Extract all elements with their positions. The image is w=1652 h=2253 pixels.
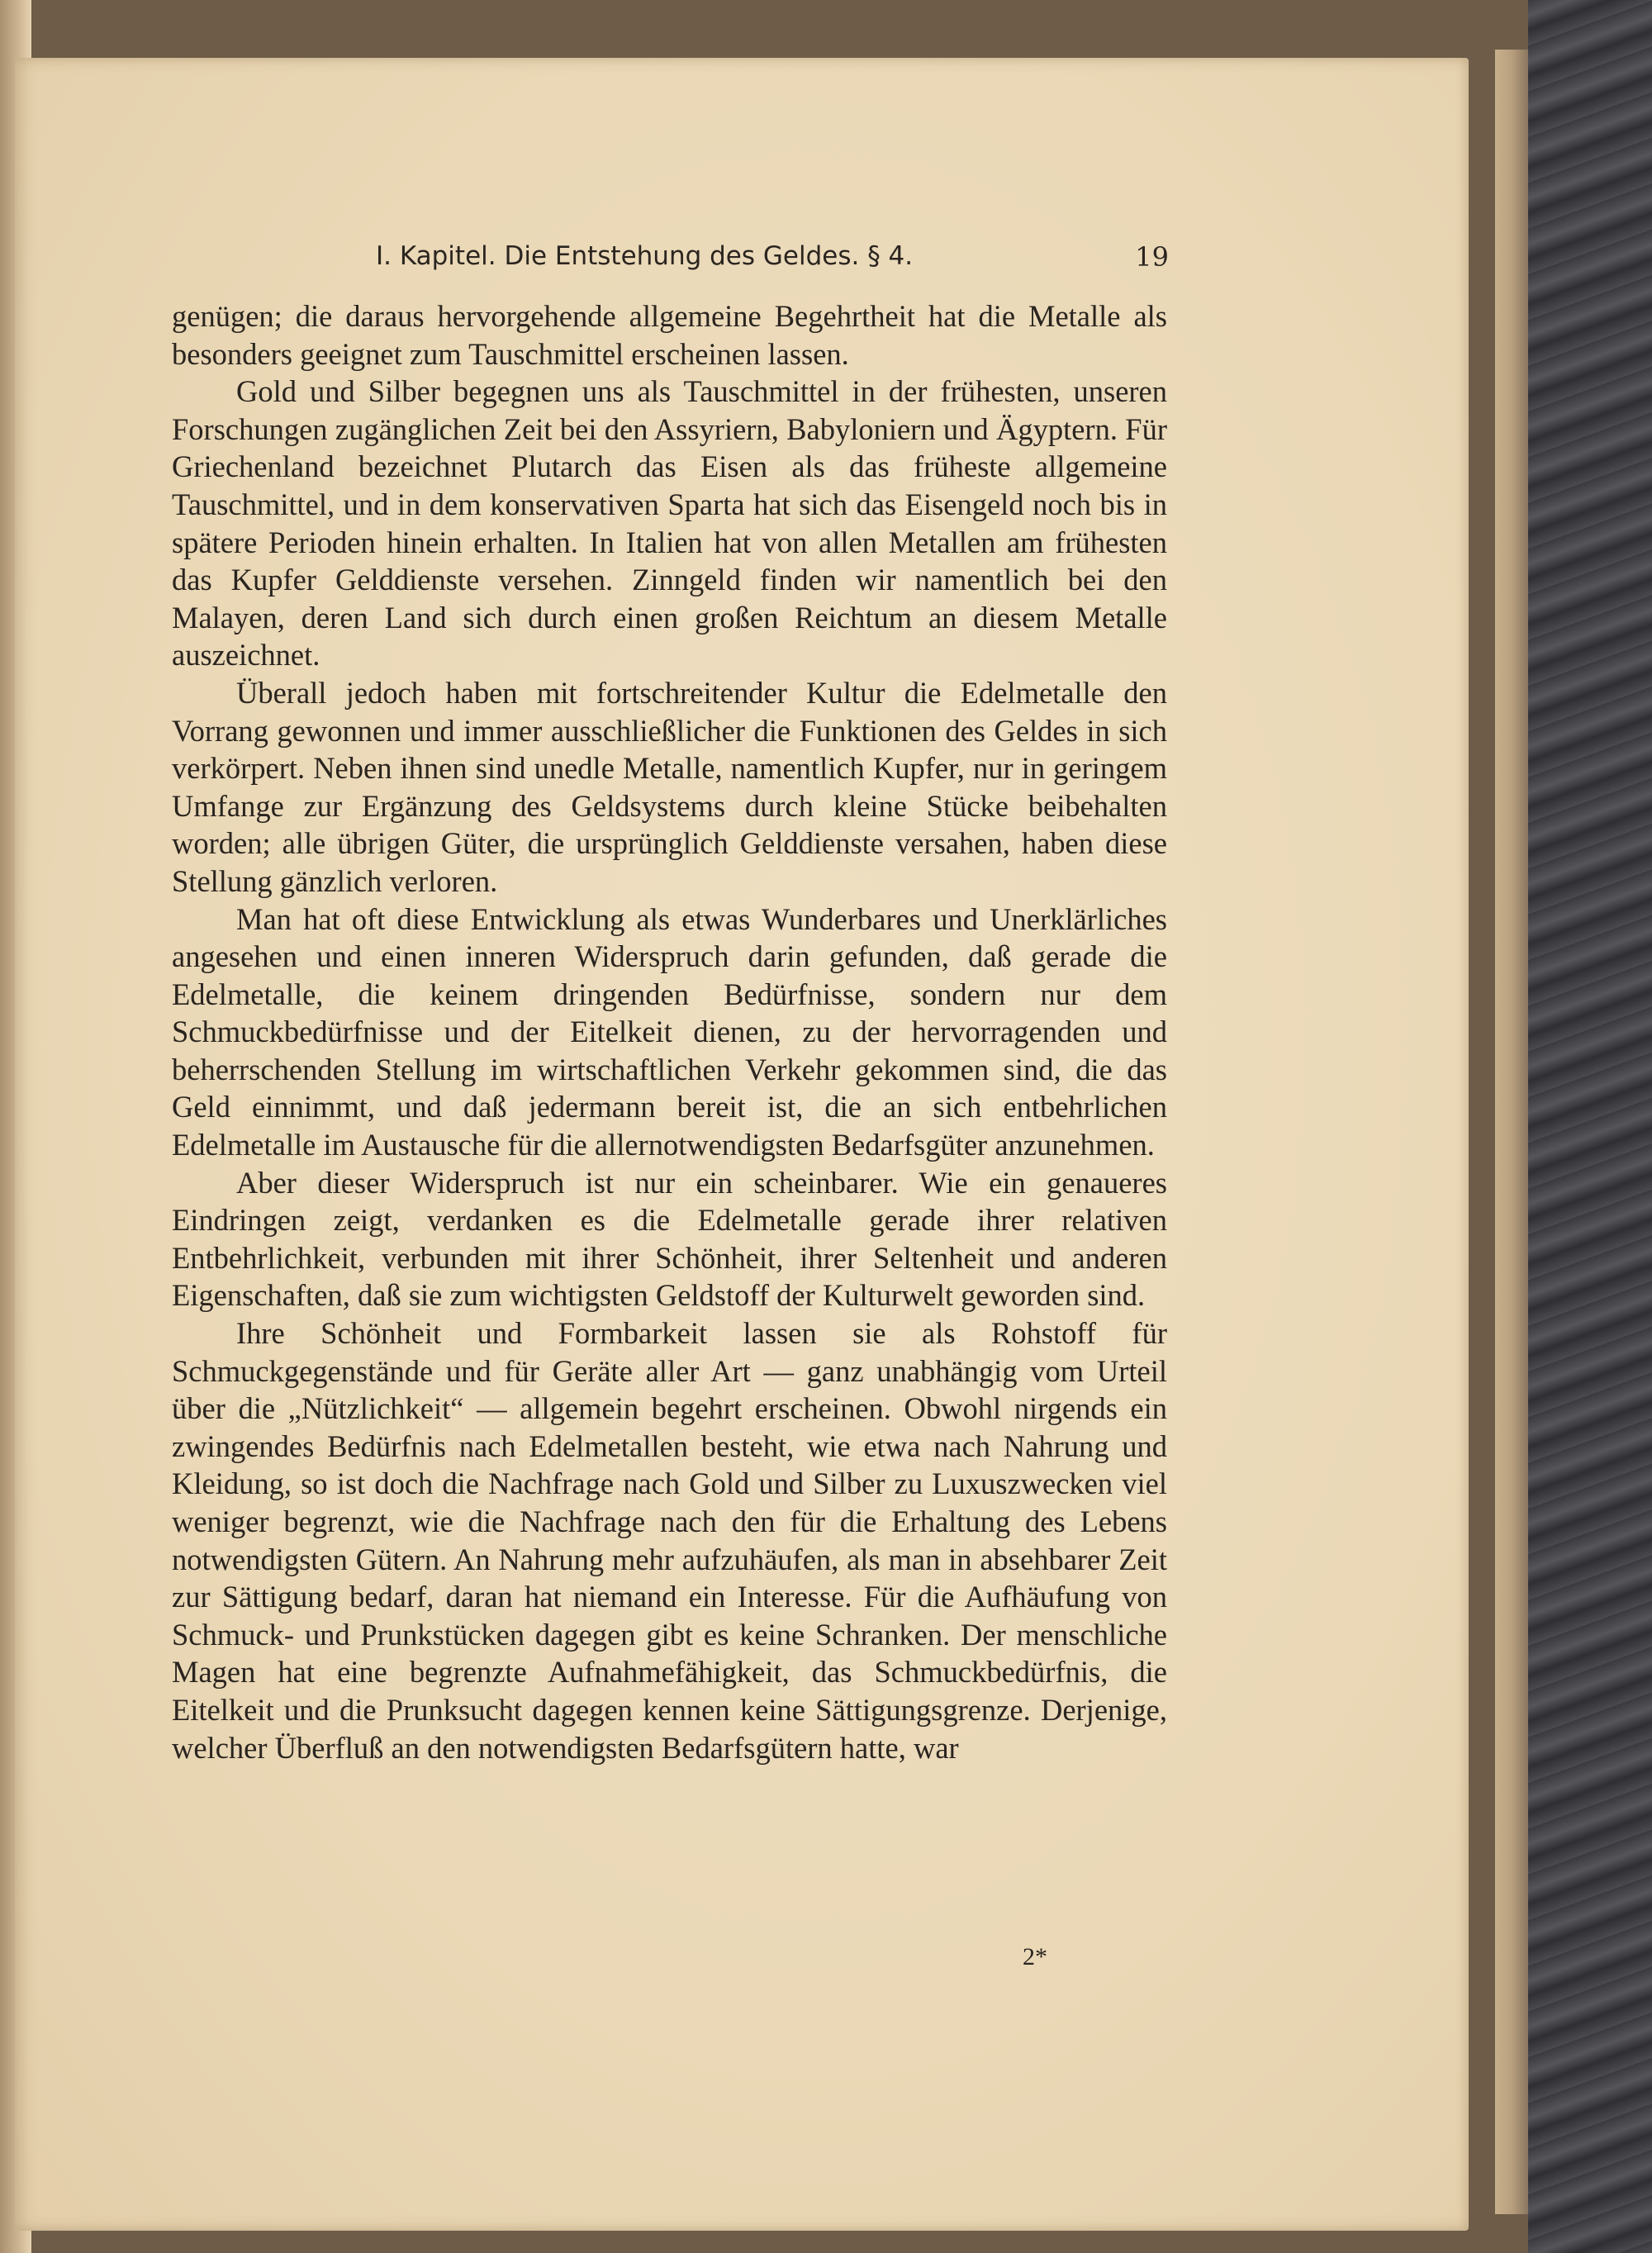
running-title: I. Kapitel. Die Entstehung des Geldes. § 4. <box>376 241 914 271</box>
signature-mark: 2* <box>1023 1943 1047 1970</box>
paragraph: Aber dieser Widerspruch ist nur ein scheinbarer. Wie ein genaueres Eindringen zeigt, verdanken es die Edelmetalle gerade ihrer relativen Entbehrlichkeit, verbunden mit ihrer Schönheit, ihrer Seltenheit und anderen Eigenschaften, daß sie zum wichtigsten Geldstoff der Kulturwelt geworden sind. <box>172 1165 1167 1313</box>
page-number: 19 <box>1135 241 1169 273</box>
running-header <box>376 241 1169 283</box>
book-page <box>15 58 1469 2231</box>
page-stack-edge <box>1495 50 1528 2214</box>
paragraph: genügen; die daraus hervorgehende allgemeine Begehrtheit hat die Metalle als besonders geeignet zum Tauschmittel erscheinen lassen. <box>172 299 1167 371</box>
paragraph: Ihre Schönheit und Formbarkeit lassen sie als Rohstoff für Schmuckgegenstände und für Geräte aller Art — ganz unabhängig vom Urteil über die „Nützlichkeit“ — allgemein begehrt erscheinen. Obwohl nirgends ein zwingendes Bedürfnis nach Edelmetallen besteht, wie etwa nach Nahrung und Kleidung, so ist doch die Nachfrage nach Gold und Silber zu Luxuszwecken viel weniger begrenzt, wie die Nachfrage nach den für die Erhaltung des Lebens notwendigsten Gütern. An Nahrung mehr aufzuhäufen, als man in absehbarer Zeit zur Sättigung bedarf, daran hat niemand ein Interesse. Für die Aufhäufung von Schmuck- und Prunkstücken dagegen gibt es keine Schranken. Der menschliche Magen hat eine begrenzte Aufnahmefähigkeit, das Schmuckbedürfnis, die Eitelkeit und die Prunksucht dagegen kennen keine Sättigungsgrenze. Derjenige, welcher Überfluß an den notwendigsten Bedarfsgütern hatte, war <box>172 1316 1167 1765</box>
paragraph: Man hat oft diese Entwicklung als etwas Wunderbares und Unerklärliches angesehen und einen inneren Widerspruch darin gefunden, daß gerade die Edelmetalle, die keinem dringenden Bedürfnisse, sondern nur dem Schmuckbedürfnisse und der Eitelkeit dienen, zu der hervorragenden und beherrschenden Stellung im wirtschaftlichen Verkehr gekommen sind, die das Geld einnimmt, und daß jedermann bereit ist, die an sich entbehrlichen Edelmetalle im Austausche für die allernotwendigsten Bedarfsgüter anzunehmen. <box>172 901 1167 1162</box>
paragraph: Überall jedoch haben mit fortschreitender Kultur die Edelmetalle den Vorrang gewonnen und immer ausschließlicher die Funktionen des Geldes in sich verkörpert. Neben ihnen sind unedle Metalle, namentlich Kupfer, nur in geringem Umfange zur Ergänzung des Geldsystems durch kleine Stücke beibehalten worden; alle übrigen Güter, die ursprünglich Gelddienste versahen, haben diese Stellung gänzlich verloren. <box>172 675 1167 898</box>
paragraph: Gold und Silber begegnen uns als Tauschmittel in der frühesten, unseren Forschungen zugänglichen Zeit bei den Assyriern, Babyloniern und Ägyptern. Für Griechenland bezeichnet Plutarch das Eisen als das früheste allgemeine Tauschmittel, und in dem konservativen Sparta hat sich das Eisengeld noch bis in spätere Perioden hinein erhalten. In Italien hat von allen Metallen am frühesten das Kupfer Gelddienste versehen. Zinngeld finden wir namentlich bei den Malayen, deren Land sich durch einen großen Reichtum an diesem Metalle auszeichnet. <box>172 374 1167 673</box>
body-text <box>172 297 1167 1766</box>
book-binding <box>1528 0 1652 2253</box>
